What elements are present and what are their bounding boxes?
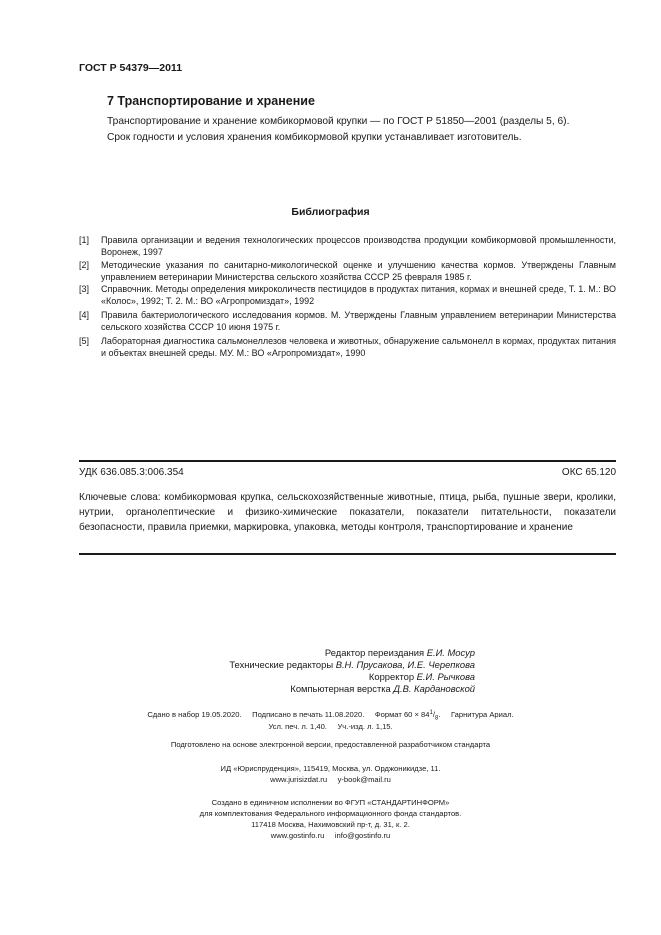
bibliography-item-number: [2] <box>79 260 90 270</box>
bibliography-item-text: Методические указания по санитарно-микологической оценке и улучшению качества кормов. Утверждены Главным управлением ветеринарии Министерства сельского хозяйства СССР 25 февраля 1985 г. <box>101 260 616 282</box>
bibliography-item-text: Правила бактериологического исследования кормов. М. Утверждены Главным управлением ветеринарии Министерства сельского хозяйства СССР 10 июня 1975 г. <box>101 310 616 332</box>
publisher-address: ИД «Юриспруденция», 115419, Москва, ул. Орджоникидзе, 11. <box>220 764 441 773</box>
print-info-text: Сдано в набор 19.05.2020. Подписано в печать 11.08.2020. Формат 60 × 84 <box>147 710 430 719</box>
credit-role: Корректор <box>368 671 415 682</box>
credit-role: Редактор переиздания <box>324 647 425 658</box>
divider-top <box>79 460 616 462</box>
prepared-note: Подготовлено на основе электронной версии, предоставленной разработчиком стандарта <box>170 740 491 749</box>
oks-code: ОКС 65.120 <box>561 467 616 478</box>
credit-line <box>325 647 475 658</box>
bibliography-title: Библиография <box>291 206 370 218</box>
made-line-3: 117418 Москва, Нахимовский пр-т, д. 31, к. 2. <box>251 820 410 829</box>
format-fraction-denominator: 8 <box>434 715 439 722</box>
bibliography-item-number: [5] <box>79 336 90 346</box>
credit-line <box>369 671 475 682</box>
print-info-line-1: Сдано в набор 19.05.2020. Подписано в печать 11.08.2020. Формат $60 \times 84^1/_8$. Гарнитура Ариал. <box>147 710 514 722</box>
bibliography-item-text: Лабораторная диагностика сальмонеллезов человека и животных, обнаружение сальмонелл в кормах, продуктах питания и объектах внешней среды. МУ. М.: ВО «Агропромиздат», 1990 <box>101 336 616 358</box>
print-info-line-2: Усл. печ. л. 1,40. Уч.-изд. л. 1,15. <box>268 722 393 731</box>
section-paragraph-1: Транспортирование и хранение комбикормовой крупки — по ГОСТ Р 51850—2001 (разделы 5, 6). <box>107 116 570 127</box>
bibliography-item <box>79 336 616 360</box>
bibliography-item <box>79 310 616 334</box>
credit-name: Д.В. Кардановской <box>393 683 475 694</box>
bibliography-item-number: [3] <box>79 284 90 294</box>
made-line-4: www.gostinfo.ru info@gostinfo.ru <box>270 831 391 840</box>
credit-name: Е.И. Мосур <box>426 647 475 658</box>
made-line-2: для комплектования Федерального информационного фонда стандартов. <box>199 809 462 818</box>
document-code: ГОСТ Р 54379—2011 <box>79 62 183 74</box>
bibliography-item-number: [1] <box>79 235 90 245</box>
print-info-font: . Гарнитура Ариал. <box>438 710 514 719</box>
bibliography-item-text: Справочник. Методы определения микроколичеств пестицидов в продуктах питания, кормах и внешней среде, Т. 1. М.: ВО «Колос», 1992; Т. 2. М.: ВО «Агропромиздат», 1992 <box>101 284 616 306</box>
credit-role: Технические редакторы <box>229 659 334 670</box>
bibliography-item <box>79 284 616 308</box>
publisher-contacts: www.jurisizdat.ru y-book@mail.ru <box>270 775 391 784</box>
credit-name: Е.И. Рычкова <box>416 671 475 682</box>
bibliography-item <box>79 235 616 259</box>
made-line-1: Создано в единичном исполнении во ФГУП «СТАНДАРТИНФОРМ» <box>211 798 450 807</box>
keywords: Ключевые слова: комбикормовая крупка, сельскохозяйственные животные, птица, рыба, пушные звери, кролики, нутрии, органолептические и физико-химические показатели, показатели питательности, показатели безопасности, правила приемки, маркировка, упаковка, методы контроля, транспортирование и хранение <box>79 492 616 533</box>
udk-code: УДК 636.085.3:006.354 <box>79 467 184 478</box>
credit-name: В.Н. Прусакова, И.Е. Черепкова <box>335 659 475 670</box>
format-fraction-numerator: 1 <box>429 710 433 716</box>
bibliography-item-text: Правила организации и ведения технологических процессов производства продукции комбикормовой промышленности, Воронеж, 1997 <box>101 235 616 257</box>
credit-role: Компьютерная верстка <box>290 683 391 694</box>
credit-line <box>290 683 475 694</box>
bibliography-item <box>79 260 616 284</box>
divider-bottom <box>79 553 616 555</box>
bibliography-item-number: [4] <box>79 310 90 320</box>
section-title: 7 Транспортирование и хранение <box>107 94 315 108</box>
credit-line <box>229 659 475 670</box>
section-paragraph-2: Срок годности и условия хранения комбикормовой крупки устанавливает изготовитель. <box>107 132 522 143</box>
